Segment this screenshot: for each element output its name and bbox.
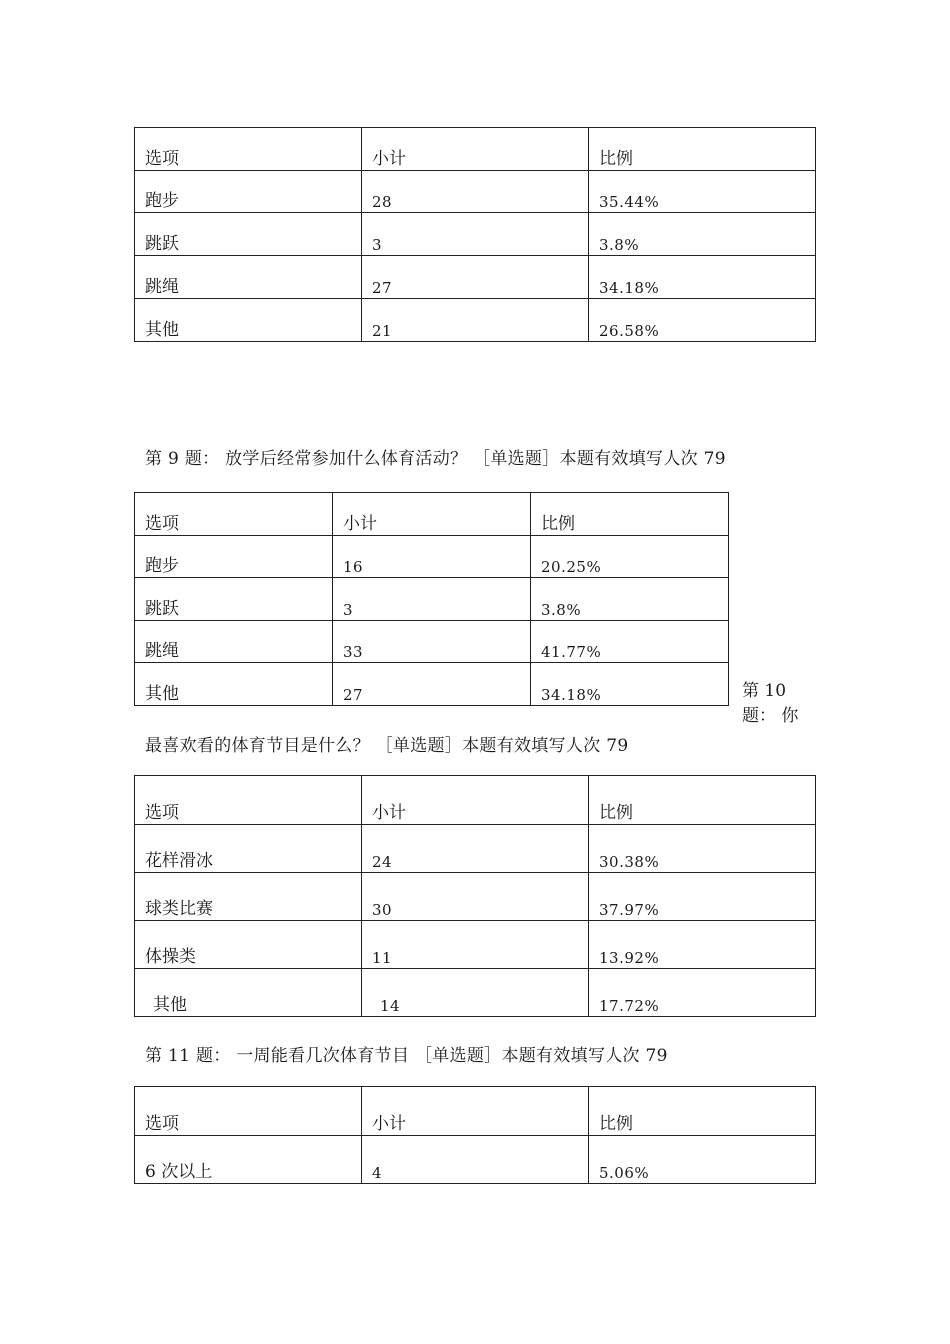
cell-ratio: 5.06%: [589, 1136, 816, 1184]
header-ratio: 比例: [589, 776, 816, 825]
cell-count: 33: [333, 621, 531, 663]
header-option: 选项: [135, 493, 333, 536]
cell-option: 跑步: [135, 536, 333, 578]
cell-count: 27: [362, 256, 589, 299]
header-count: 小计: [362, 776, 589, 825]
cell-ratio: 35.44%: [589, 171, 816, 213]
cell-ratio: 26.58%: [589, 299, 816, 342]
cell-option: 球类比赛: [135, 873, 362, 921]
question-9-title: 第 9 题： 放学后经常参加什么体育活动？ ［单选题］本题有效填写人次 79: [145, 449, 726, 469]
cell-ratio: 41.77%: [531, 621, 729, 663]
question-10-side-line2: 题： 你: [742, 706, 799, 726]
cell-ratio: 34.18%: [589, 256, 816, 299]
table-row: [135, 256, 816, 299]
cell-count: 21: [362, 299, 589, 342]
cell-count: 14: [362, 969, 589, 1017]
table-header-row: [135, 1087, 816, 1136]
table-row: [135, 663, 729, 706]
header-count: 小计: [333, 493, 531, 536]
cell-ratio: 37.97%: [589, 873, 816, 921]
table-q8: [134, 127, 816, 342]
table-row: [135, 969, 816, 1017]
cell-option: 跳绳: [135, 256, 362, 299]
cell-option: 跳绳: [135, 621, 333, 663]
cell-ratio: 3.8%: [531, 578, 729, 621]
cell-option: 其他: [135, 663, 333, 706]
table-header-row: [135, 776, 816, 825]
cell-count: 3: [333, 578, 531, 621]
cell-option: 其他: [135, 969, 362, 1017]
cell-count: 28: [362, 171, 589, 213]
cell-count: 30: [362, 873, 589, 921]
table-q10: [134, 775, 816, 1017]
cell-option: 花样滑冰: [135, 825, 362, 873]
cell-ratio: 13.92%: [589, 921, 816, 969]
question-11-title: 第 11 题： 一周能看几次体育节目 ［单选题］本题有效填写人次 79: [145, 1046, 668, 1066]
table-q9: [134, 492, 729, 706]
header-option: 选项: [135, 1087, 362, 1136]
question-10-title: 最喜欢看的体育节目是什么？ ［单选题］本题有效填写人次 79: [145, 736, 629, 756]
cell-count: 24: [362, 825, 589, 873]
header-count: 小计: [362, 128, 589, 171]
header-ratio: 比例: [589, 128, 816, 171]
table-row: [135, 921, 816, 969]
header-ratio: 比例: [531, 493, 729, 536]
cell-ratio: 3.8%: [589, 213, 816, 256]
table-row: [135, 825, 816, 873]
cell-count: 16: [333, 536, 531, 578]
cell-option: 6 次以上: [135, 1136, 362, 1184]
header-count: 小计: [362, 1087, 589, 1136]
table-q11: [134, 1086, 816, 1184]
table-row: [135, 873, 816, 921]
table-row: [135, 621, 729, 663]
table-row: [135, 536, 729, 578]
header-option: 选项: [135, 776, 362, 825]
cell-count: 27: [333, 663, 531, 706]
cell-ratio: 20.25%: [531, 536, 729, 578]
table-row: [135, 213, 816, 256]
table-row: [135, 171, 816, 213]
cell-option: 跳跃: [135, 213, 362, 256]
cell-option: 其他: [135, 299, 362, 342]
question-10-side-line1: 第 10: [742, 681, 787, 701]
cell-count: 4: [362, 1136, 589, 1184]
header-ratio: 比例: [589, 1087, 816, 1136]
cell-count: 3: [362, 213, 589, 256]
table-row: [135, 578, 729, 621]
cell-option: 体操类: [135, 921, 362, 969]
cell-option: 跑步: [135, 171, 362, 213]
table-header-row: [135, 128, 816, 171]
question-10-side-text: [742, 679, 798, 729]
cell-ratio: 17.72%: [589, 969, 816, 1017]
table-row: [135, 299, 816, 342]
table-header-row: [135, 493, 729, 536]
cell-ratio: 30.38%: [589, 825, 816, 873]
cell-option: 跳跃: [135, 578, 333, 621]
cell-count: 11: [362, 921, 589, 969]
header-option: 选项: [135, 128, 362, 171]
table-row: [135, 1136, 816, 1184]
cell-ratio: 34.18%: [531, 663, 729, 706]
